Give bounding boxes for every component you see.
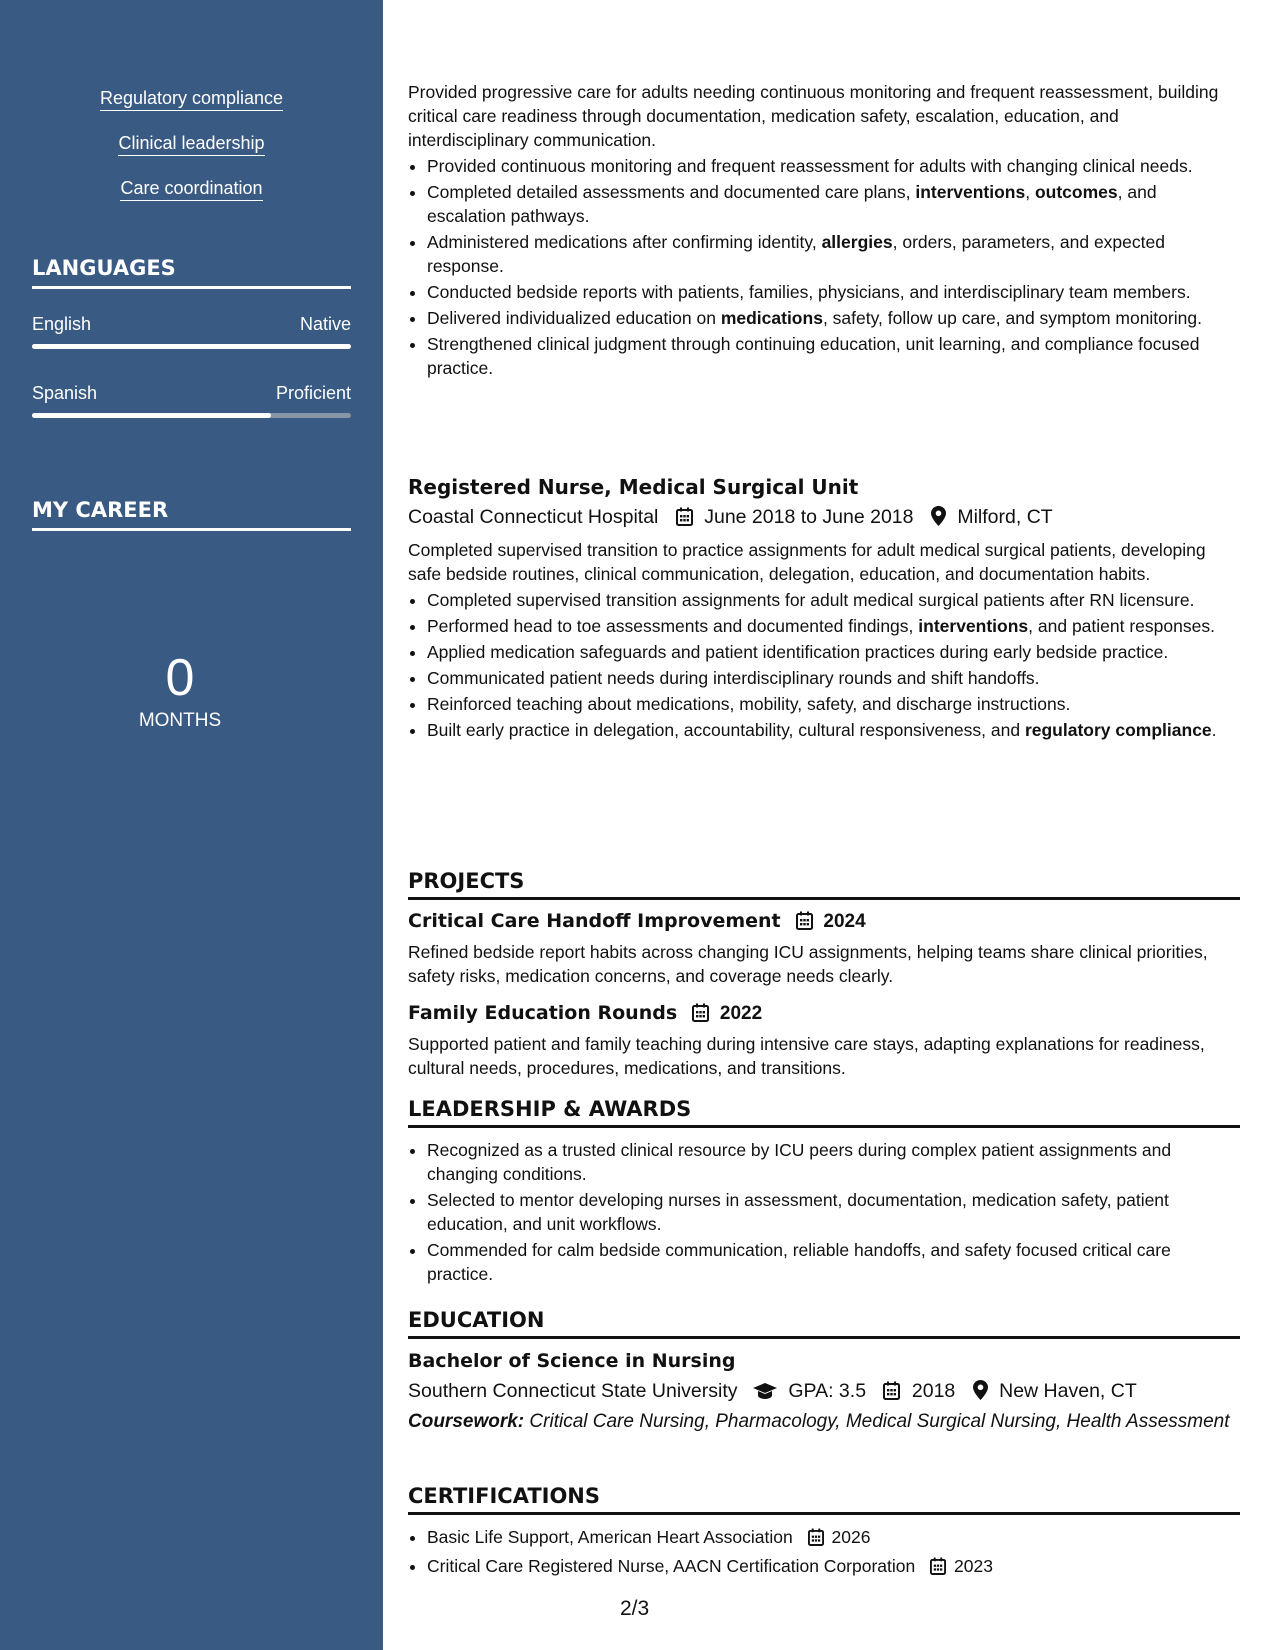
languages-heading: LANGUAGES [32, 256, 351, 289]
career-heading: MY CAREER [32, 498, 351, 531]
list-item: • Commended for calm bedside communication, reliable handoffs, and safety focused critical care practice. [427, 1238, 1240, 1286]
skill-item: Care coordination [0, 178, 383, 199]
language-name: English [32, 314, 92, 334]
project-year: 2024 [823, 911, 866, 932]
job-title: Registered Nurse, Medical Surgical Unit [408, 475, 859, 499]
cert-year: 2026 [831, 1527, 871, 1547]
list-item [427, 1554, 1240, 1581]
awards-heading: LEADERSHIP & AWARDS [408, 1097, 1240, 1128]
list-item: • Completed detailed assessments and documented care plans, interventions, outcomes, and escalation pathways. [427, 180, 1240, 228]
project-year: 2022 [719, 1003, 763, 1024]
project-desc: Supported patient and family teaching during intensive care stays, adapting explanations for readiness, cultural needs, procedures, medications, and transitions. [408, 1034, 1205, 1078]
project-item [408, 909, 1240, 988]
education-meta [408, 1379, 1240, 1406]
school-location: New Haven, CT [999, 1380, 1137, 1402]
language-level: Native [299, 314, 351, 334]
coursework-list: Critical Care Nursing, Pharmacology, Medical Surgical Nursing, Health Assessment [529, 1411, 1230, 1432]
list-item: • Applied medication safeguards and patient identification practices during early bedside practice. [427, 640, 1240, 664]
education-heading: EDUCATION [408, 1308, 1240, 1339]
job-bullets [408, 588, 1240, 742]
coursework-label: Coursework: [408, 1411, 525, 1432]
calendar-icon [808, 1528, 824, 1552]
job-meta [408, 505, 1240, 532]
calendar-icon [796, 911, 813, 936]
list-item: • Performed head to toe assessments and documented findings, interventions, and patient responses. [427, 614, 1240, 638]
map-pin-icon [973, 1380, 988, 1406]
list-item: • Administered medications after confirming identity, allergies, orders, parameters, and expected response. [427, 230, 1240, 278]
projects-heading: PROJECTS [408, 869, 1240, 900]
job-bullets [408, 154, 1240, 380]
list-item: • Completed supervised transition assignments for adult medical surgical patients after RN licensure. [427, 588, 1240, 612]
project-title: Family Education Rounds [408, 1002, 678, 1024]
certifications-list [408, 1525, 1240, 1583]
certifications-heading: CERTIFICATIONS [408, 1484, 1240, 1515]
awards-list [408, 1138, 1240, 1288]
calendar-icon [692, 1003, 709, 1028]
language-bar-fill [32, 413, 271, 418]
graduation-year: 2018 [911, 1380, 956, 1402]
language-row [32, 314, 351, 335]
language-bar [32, 413, 351, 418]
skill-item: Clinical leadership [0, 133, 383, 154]
education-entry [408, 1349, 1240, 1434]
project-item [408, 1001, 1240, 1080]
calendar-icon [930, 1557, 946, 1581]
job-dates: June 2018 to June 2018 [704, 506, 914, 528]
cert-name: Critical Care Registered Nurse, AACN Certification Corporation [427, 1556, 916, 1576]
coursework [408, 1410, 1240, 1434]
page-number: 2/3 [620, 1597, 650, 1620]
job-summary: Completed supervised transition to practice assignments for adult medical surgical patients, developing safe bedside routines, clinical communication, delegation, education, and documentation habits. [408, 540, 1206, 584]
list-item: • Recognized as a trusted clinical resource by ICU peers during complex patient assignments and changing conditions. [427, 1138, 1240, 1186]
cert-name: Basic Life Support, American Heart Association [427, 1527, 793, 1547]
degree: Bachelor of Science in Nursing [408, 1350, 736, 1372]
list-item: • Provided continuous monitoring and frequent reassessment for adults with changing clinical needs. [427, 154, 1240, 178]
school: Southern Connecticut State University [408, 1380, 738, 1402]
language-bar [32, 344, 351, 349]
job-entry [408, 475, 1240, 744]
list-item [427, 1525, 1240, 1552]
map-pin-icon [931, 506, 946, 532]
language-level: Proficient [275, 383, 351, 403]
list-item: • Conducted bedside reports with patients, families, physicians, and interdisciplinary team members. [427, 280, 1240, 304]
skill-item: Regulatory compliance [0, 88, 383, 109]
list-item: • Selected to mentor developing nurses in assessment, documentation, medication safety, patient education, and unit workflows. [427, 1188, 1240, 1236]
sidebar [0, 0, 383, 1650]
employer: Coastal Connecticut Hospital [408, 506, 659, 528]
job-location: Milford, CT [957, 506, 1053, 528]
project-desc: Refined bedside report habits across changing ICU assignments, helping teams share clinical priorities, safety risks, medication concerns, and coverage needs clearly. [408, 942, 1208, 986]
language-name: Spanish [32, 383, 98, 403]
list-item: • Communicated patient needs during interdisciplinary rounds and shift handoffs. [427, 666, 1240, 690]
cert-year: 2023 [954, 1556, 993, 1576]
graduation-cap-icon [753, 1382, 777, 1406]
career-value: 0 [165, 649, 195, 707]
project-title: Critical Care Handoff Improvement [408, 910, 781, 932]
list-item: • Strengthened clinical judgment through continuing education, unit learning, and compliance focused practice. [427, 332, 1240, 380]
list-item: • Delivered individualized education on medications, safety, follow up care, and symptom monitoring. [427, 306, 1240, 330]
job-entry [408, 80, 1240, 382]
career-unit: MONTHS [138, 710, 222, 731]
language-row [32, 383, 351, 404]
list-item: • Reinforced teaching about medications, mobility, safety, and discharge instructions. [427, 692, 1240, 716]
calendar-icon [883, 1381, 900, 1406]
job-summary: Provided progressive care for adults needing continuous monitoring and frequent reassessment, building critical care readiness through documentation, medication safety, escalation, education, and interdisciplinary communication. [408, 82, 1219, 150]
gpa: GPA: 3.5 [788, 1380, 867, 1402]
list-item: • Built early practice in delegation, accountability, cultural responsiveness, and regulatory compliance. [427, 718, 1240, 742]
calendar-icon [676, 507, 693, 532]
language-bar-fill [32, 344, 351, 349]
